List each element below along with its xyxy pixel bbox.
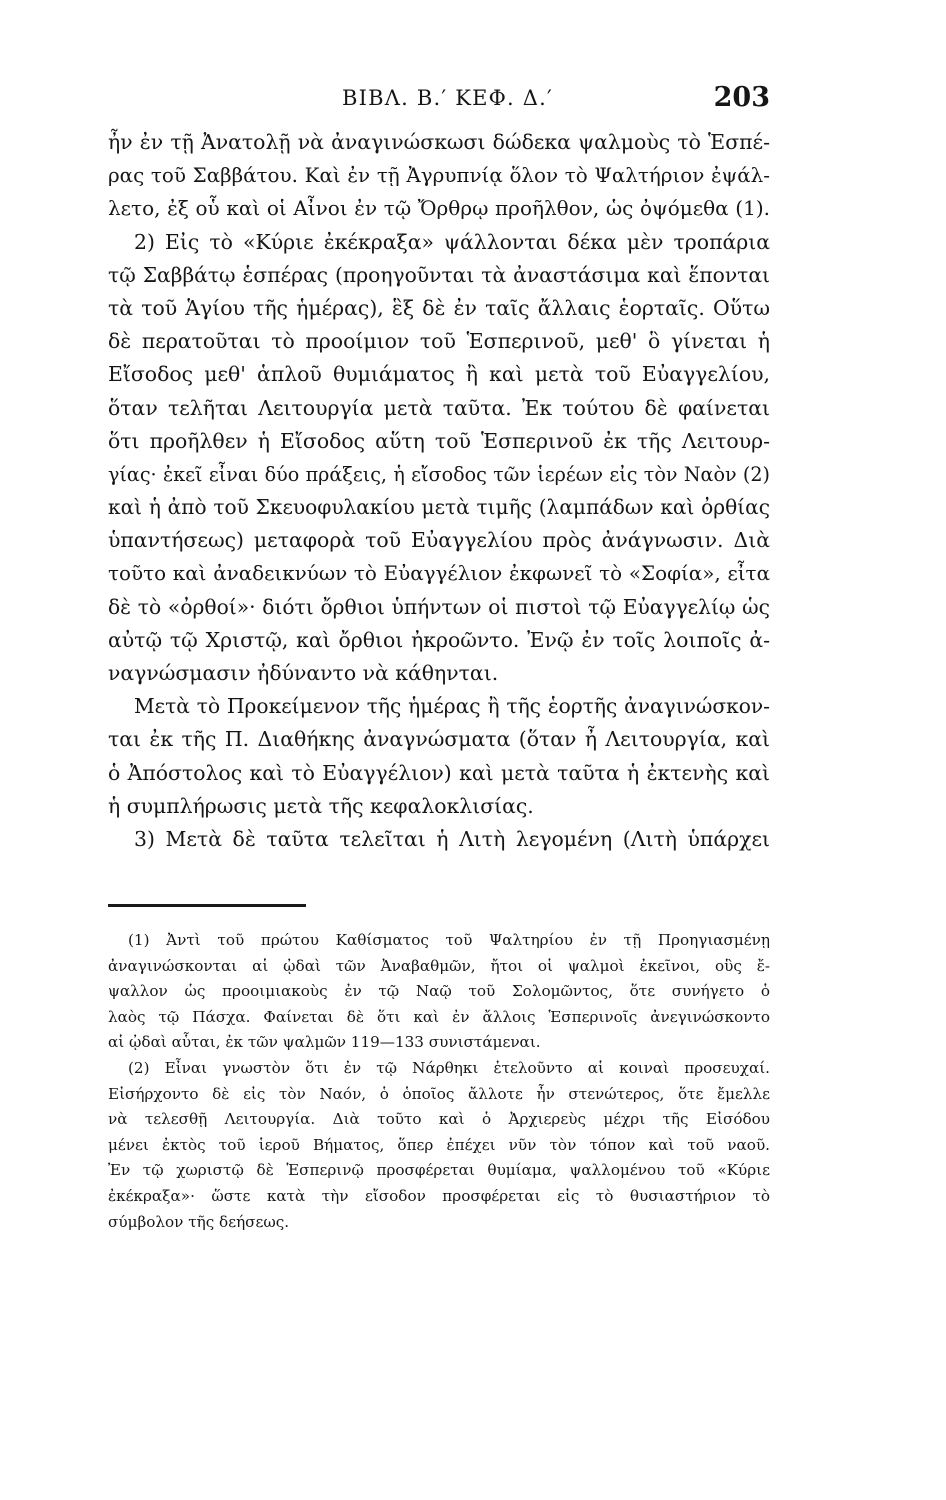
footnote-line: ἀναγινώσκονται αἱ ᾠδαὶ τῶν Ἀναβαθμῶν, ἤτοι οἱ ψαλμοὶ ἐκεῖνοι, οὓς ἔ-: [108, 956, 770, 975]
page-number: 203: [713, 82, 770, 113]
footnote-line: ἐκέκραξα»· ὥστε κατὰ τὴν εἴσοδον προσφέρεται εἰς τὸ θυσιαστήριον τὸ: [108, 1186, 770, 1205]
footnote-line: λαὸς τῷ Πάσχα. Φαίνεται δὲ ὅτι καὶ ἐν ἄλλοις Ἑσπερινοῖς ἀνεγινώσκοντο: [108, 1007, 770, 1026]
text-line: τοῦτο καὶ ἀναδεικνύων τὸ Εὐαγγέλιον ἐκφωνεῖ τὸ «Σοφία», εἶτα: [108, 562, 770, 586]
footnote-line: νὰ τελεσθῇ Λειτουργία. Διὰ τοῦτο καὶ ὁ Ἀρχιερεὺς μέχρι τῆς Εἰσόδου: [108, 1110, 770, 1129]
text-line: ὅταν τελῆται Λειτουργία μετὰ ταῦτα. Ἐκ τούτου δὲ φαίνεται: [108, 395, 770, 420]
body-text: [108, 126, 770, 856]
footnote-rule: [108, 904, 306, 907]
text-line: 3) Μετὰ δὲ ταῦτα τελεῖται ἡ Λιτὴ λεγομένη (Λιτὴ ὑπάρχει: [134, 826, 770, 851]
page-header: [108, 80, 770, 120]
text-line: λετο, ἐξ οὗ καὶ οἱ Αἶνοι ἐν τῷ Ὄρθρῳ προῆλθον, ὡς ὀψόμεθα (1).: [108, 196, 770, 221]
footnote-line: ψαλλον ὡς προοιμιακοὺς ἐν τῷ Ναῷ τοῦ Σολομῶντος, ὅτε συνήγετο ὁ: [108, 982, 770, 1001]
footnote-line: Εἰσήρχοντο δὲ εἰς τὸν Ναόν, ὁ ὁποῖος ἄλλοτε ἦν στενώτερος, ὅτε ἔμελλε: [108, 1084, 770, 1103]
text-line: αὐτῷ τῷ Χριστῷ, καὶ ὄρθιοι ἠκροῶντο. Ἐνῷ ἐν τοῖς λοιποῖς ἀ-: [108, 627, 770, 652]
footnotes: [108, 928, 770, 1235]
text-line: ἦν ἐν τῇ Ἀνατολῇ νὰ ἀναγινώσκωσι δώδεκα ψαλμοὺς τὸ Ἑσπέ-: [108, 130, 770, 154]
running-head: ΒΙΒΛ. Β.′ ΚΕΦ. Δ.′: [342, 86, 554, 110]
text-line: ὅτι προῆλθεν ἡ Εἴσοδος αὕτη τοῦ Ἑσπερινοῦ ἐκ τῆς Λειτουρ-: [108, 428, 770, 453]
footnote-line: (2) Εἶναι γνωστὸν ὅτι ἐν τῷ Νάρθηκι ἐτελοῦντο αἱ κοιναὶ προσευχαί.: [128, 1058, 770, 1077]
text-line: καὶ ἡ ἀπὸ τοῦ Σκευοφυλακίου μετὰ τιμῆς (λαμπάδων καὶ ὀρθίας: [108, 495, 770, 520]
footnote-line: αἱ ᾠδαὶ αὗται, ἐκ τῶν ψαλμῶν 119—133 συνιστάμεναι.: [108, 1033, 541, 1052]
text-line: Εἴσοδος μεθ' ἁπλοῦ θυμιάματος ἢ καὶ μετὰ τοῦ Εὐαγγελίου,: [108, 362, 770, 387]
text-line: Μετὰ τὸ Προκείμενον τῆς ἡμέρας ἢ τῆς ἑορτῆς ἀναγινώσκον-: [134, 694, 770, 719]
footnote-line: μένει ἐκτὸς τοῦ ἱεροῦ Βήματος, ὅπερ ἐπέχει νῦν τὸν τόπον καὶ τοῦ ναοῦ.: [108, 1135, 770, 1154]
text-line: τῷ Σαββάτῳ ἑσπέρας (προηγοῦνται τὰ ἀναστάσιμα καὶ ἕπονται: [108, 262, 770, 287]
text-line: ρας τοῦ Σαββάτου. Καὶ ἐν τῇ Ἀγρυπνίᾳ ὅλον τὸ Ψαλτήριον ἐψάλ-: [108, 164, 770, 188]
footnote-line: σύμβολον τῆς δεήσεως.: [108, 1212, 290, 1231]
text-line: ὑπαντήσεως) μεταφορὰ τοῦ Εὐαγγελίου πρὸς ἀνάγνωσιν. Διὰ: [108, 528, 770, 553]
text-line: 2) Εἰς τὸ «Κύριε ἐκέκραξα» ψάλλονται δέκα μὲν τροπάρια: [134, 229, 770, 254]
text-line: δὲ περατοῦται τὸ προοίμιον τοῦ Ἑσπερινοῦ, μεθ' ὃ γίνεται ἡ: [108, 329, 770, 354]
text-line: γίας· ἐκεῖ εἶναι δύο πράξεις, ἡ εἴσοδος τῶν ἱερέων εἰς τὸν Ναὸν (2): [108, 462, 770, 486]
text-line: ναγνώσμασιν ἠδύναντο νὰ κάθηνται.: [108, 661, 499, 685]
text-line: ται ἐκ τῆς Π. Διαθήκης ἀναγνώσματα (ὅταν ἦ Λειτουργία, καὶ: [108, 727, 770, 752]
text-line: ὁ Ἀπόστολος καὶ τὸ Εὐαγγέλιον) καὶ μετὰ ταῦτα ἡ ἐκτενὴς καὶ: [108, 760, 770, 785]
text-line: τὰ τοῦ Ἁγίου τῆς ἡμέρας), ἓξ δὲ ἐν ταῖς ἄλλαις ἑορταῖς. Οὕτω: [108, 295, 770, 320]
text-line: δὲ τὸ «ὀρθοί»· διότι ὄρθιοι ὑπήντων οἱ πιστοὶ τῷ Εὐαγγελίῳ ὡς: [108, 594, 770, 619]
footnote-line: (1) Ἀντὶ τοῦ πρώτου Καθίσματος τοῦ Ψαλτηρίου ἐν τῇ Προηγιασμένῃ: [128, 931, 770, 949]
text-line: ἡ συμπλήρωσις μετὰ τῆς κεφαλοκλισίας.: [108, 793, 534, 818]
footnote-line: Ἐν τῷ χωριστῷ δὲ Ἑσπερινῷ προσφέρεται θυμίαμα, ψαλλομένου τοῦ «Κύριε: [108, 1161, 770, 1180]
